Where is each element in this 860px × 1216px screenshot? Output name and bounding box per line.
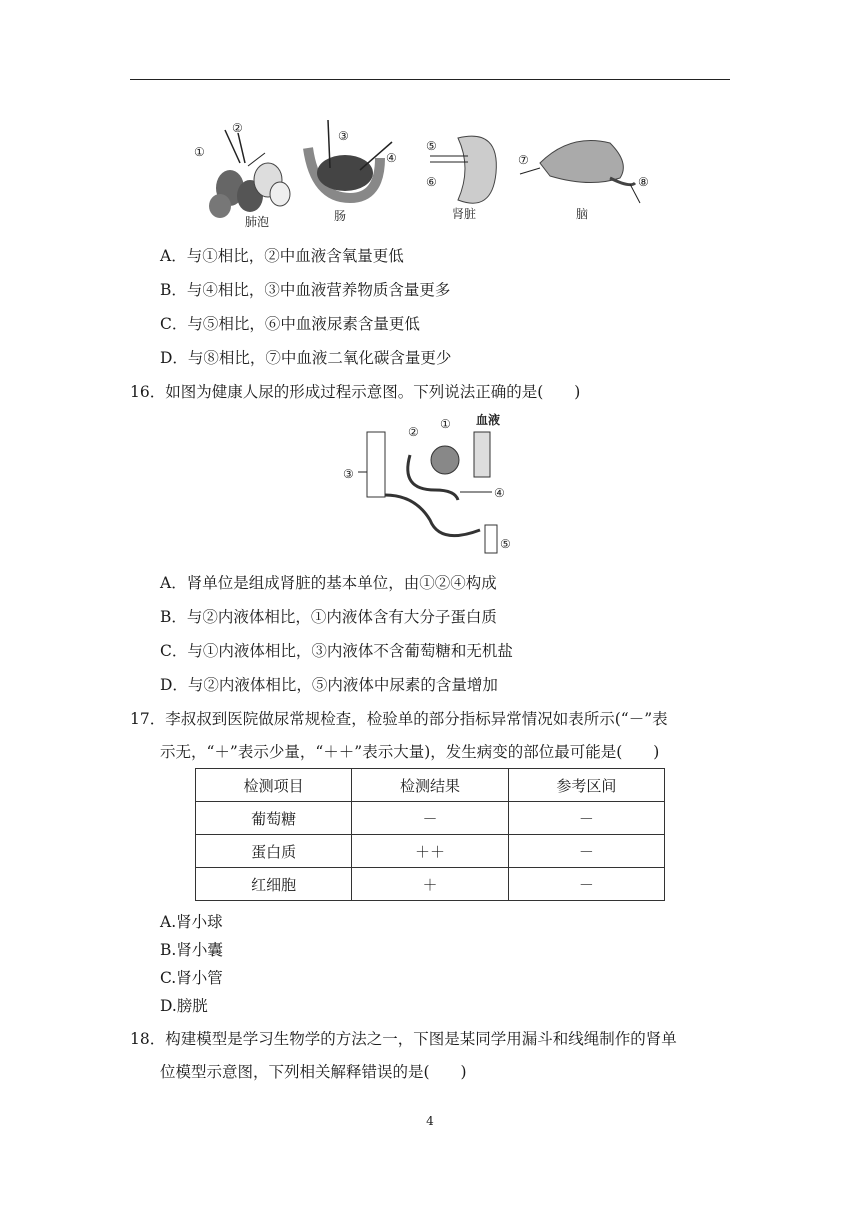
nephron-label-3: ③ [343,467,354,481]
q16-option-a: A．肾单位是组成肾脏的基本单位，由①②④构成 [160,574,497,592]
nephron-label-5: ⑤ [500,537,511,551]
table-cell: － [352,802,508,835]
q17-option-d: D.膀胱 [160,997,208,1015]
table-cell: 蛋白质 [196,835,352,868]
table-header: 参考区间 [508,769,664,802]
nephron-label-2: ② [408,425,419,439]
brain-illustration [520,141,640,204]
q16-option-b: B．与②内液体相比，①内液体含有大分子蛋白质 [160,608,497,626]
table-cell: 红细胞 [196,868,352,901]
table-header-row [196,769,665,802]
label-8: ⑧ [638,175,649,189]
q16-option-d: D．与②内液体相比，⑤内液体中尿素的含量增加 [160,676,498,694]
table-header: 检测项目 [196,769,352,802]
caption-kidney: 肾脏 [452,207,477,221]
q18-stem-line2: 位模型示意图，下列相关解释错误的是( ) [160,1063,467,1081]
label-5: ⑤ [426,139,437,153]
q17-stem-line1: 17．李叔叔到医院做尿常规检查，检验单的部分指标异常情况如表所示(“－”表 [130,710,668,728]
table-header: 检测结果 [352,769,508,802]
nephron-figure [340,410,530,560]
table-row [196,868,665,901]
organ-blood-flow-figure [190,118,670,230]
q15-option-c: C．与⑤相比，⑥中血液尿素含量更低 [160,315,420,333]
table-cell: ＋＋ [352,835,508,868]
q17-option-b: B.肾小囊 [160,941,223,959]
caption-alveoli: 肺泡 [245,215,270,229]
nephron-label-1: ① [440,417,451,431]
caption-intestine: 肠 [334,209,347,223]
q17-option-a: A.肾小球 [160,913,223,931]
q15-option-d: D．与⑧相比，⑦中血液二氧化碳含量更少 [160,349,452,367]
label-4: ④ [386,151,397,165]
q15-option-a: A．与①相比，②中血液含氧量更低 [160,247,404,265]
label-6: ⑥ [426,175,437,189]
table-cell: － [508,868,664,901]
urine-test-table [195,768,665,901]
table-row [196,835,665,868]
label-7: ⑦ [518,153,529,167]
blood-label: 血液 [476,413,501,427]
label-3: ③ [338,129,349,143]
table-cell: － [508,835,664,868]
caption-brain: 脑 [576,207,589,221]
kidney-illustration [430,136,496,203]
table-cell: － [508,802,664,835]
page-number: 4 [426,1114,434,1128]
q15-option-b: B．与④相比，③中血液营养物质含量更多 [160,281,451,299]
alveoli-illustration [209,130,290,218]
label-1: ① [194,145,205,159]
q17-option-c: C.肾小管 [160,969,223,987]
label-2: ② [232,121,243,135]
intestine-illustration [308,120,392,198]
q16-stem: 16．如图为健康人尿的形成过程示意图。下列说法正确的是( ) [130,383,581,401]
table-row [196,802,665,835]
table-cell: ＋ [352,868,508,901]
nephron-label-4: ④ [494,486,505,500]
q17-stem-line2: 示无，“＋”表示少量，“＋＋”表示大量)，发生病变的部位最可能是( ) [160,743,660,761]
table-cell: 葡萄糖 [196,802,352,835]
q18-stem-line1: 18．构建模型是学习生物学的方法之一，下图是某同学用漏斗和线绳制作的肾单 [130,1030,677,1048]
header-rule [130,79,730,80]
q16-option-c: C．与①内液体相比，③内液体不含葡萄糖和无机盐 [160,642,513,660]
